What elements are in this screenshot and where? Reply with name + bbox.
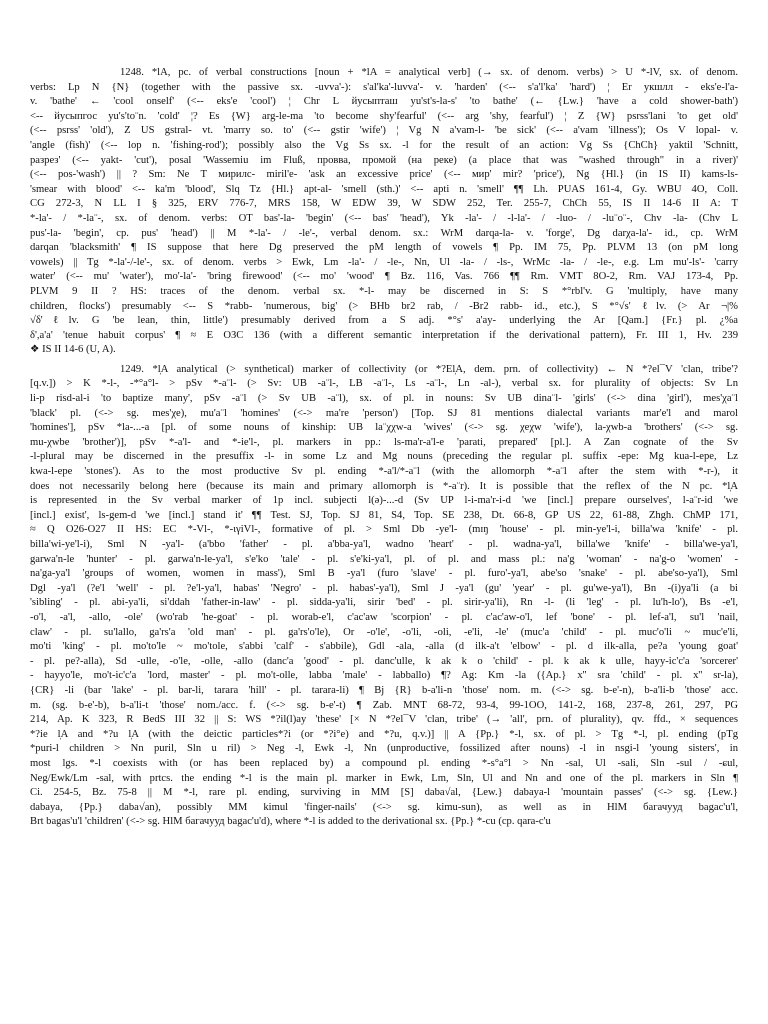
entry-text-line: *-la'- / *-la¨-, sx. of denom. verbs: OT bas'-la- 'begin' (<-- bas' 'head'), Yk -la'- / -l-la'- / -luo- / -lu¨o¨-, Chv -la- (Chv L: [30, 212, 738, 224]
entry-text-line: kwa-l-epe 'stones'). As to the most productive Sv pl. ending *-a'l/*-a¨l (with the allomorph *-a¨l after the stem with *-r-), it: [30, 466, 738, 478]
entry-text-line: ≈ Q O26-O27 II HS: EC *-Vl-, *-ɩγiVl-, formative of pl. > Sml Db -ye'l- (mɪŋ 'house' - pl. min-ye'l-i, billa'wa 'knife' - pl.: [30, 524, 738, 536]
entry-text-line: [q.v.]) > K *-l-, -*°a°l- > pSv *-a¨l- (> Sv: UB -a¨l-, LB -a¨l-, Ls -a¨l-, Ln -al-), verbal sx. for plurality of objects: Sv Ln: [30, 378, 738, 390]
entry-text-line: - hayyo'le, mo't-ic'c'a 'lord, master' - pl. mo't-olle, labba 'male' - labballo) ¶? Ag: Km -la ({Ap.} x'' sra 'child' - pl. x'' sr-la),: [30, 670, 738, 682]
entry-text-line: {CR} -li (bar 'lake' - pl. bar-li, tarara 'hill' - pl. tarara-li) ¶ Bj {R} b-a'li-n 'those' nom. m. (<-> sg. b-e'-n), b-a'li-b 'those' acc.: [30, 684, 738, 696]
entry-text-line: [incl.] exist', ls-gem-d 'we [incl.] stand it' ¶¶ Test. SJ, Top. SJ 81, S4, Top. SE 238, Dt. 66-8, GP US 22, 61-88, Zhgh. ChMP 171,: [30, 509, 738, 521]
entry-text-line: (<-- pos-'wash') || ? Sm: Ne T мирилс- miril'e- 'ask an excessive price' (<-- мир' mir? 'price'), Ng {Hl.} (in IS II) kams-ls-: [30, 169, 738, 181]
entry-text-line: *?ie l̩A and *?u l̩A (with the deictic particles*?i (or *?i°e) and *?u, q.v.)] || A {Pp.} *-l, sx. of pl. > Tg *-l, pl. ending (pTg: [30, 728, 738, 740]
entry-text-line: δ',a'a' 'tenue habuit corpus' ¶ ≈ E OЗC 136 (with a different semantic interpretation if the derivational pattern), Fr. III 1, Hv. 239: [30, 329, 738, 341]
entry-text-line: 'angle (fish)' (<-- lop n. 'fishing-rod'); possibly also the Vg Ss sx. -l for the result of an action: Vg Ss {ChCh} yaktil 'Schnitt,: [30, 139, 738, 151]
entry-text-line: mu-χwbe 'brother')], pSv *-a'l- and *-ie'l-, pl. markers in pp.: ls-ma'r-a'l-e 'parati, prepared' [pl.]. A Zan cognate of the Sv: [30, 436, 738, 448]
entry-text-line: 1248. *lA, pc. of verbal constructions [noun + *lA = analytical verb] (→ sx. of denom. verbs) > U *-lV, sx. of denom.: [120, 67, 738, 78]
entry-1248: [30, 66, 738, 358]
entry-text-line: most lgs. *-l coexists with (or has been replaced by) a compound pl. ending *-s°a°l > Nn -sal, Ul -sali, Sln -sul / -ɕul,: [30, 757, 738, 769]
entry-text-line: 1249. *l̩A analytical (> synthetical) marker of collectivity (or *?El̩A, dem. prn. of collectivity) ← N *?el¯V 'clan, tribe'?: [120, 363, 738, 375]
entry-text-line: <-- йусыпгос yu's'to¨n. 'cold' ¦? Es {W} arg-le-ma 'to become shy'fearful' (<-- arg 'shy, fearful') ¦ Z {W} psrss'lani 'to get old': [30, 110, 738, 122]
entry-text-line: *puri-l children > Nn puril, Sln u ril) > Neg -l, Ewk -l, Nn (unproductive, fossilized after nouns) -l in nsgi-l 'young sisters', in: [30, 743, 738, 755]
entry-text-line: √δ'ℓlv. G 'be lean, thin, little') presumably derived from a S adj. *°s' a'ay- underlying the Ar [Qam.] {Fr.} pl. ¿%a: [30, 315, 738, 327]
entry-text-line: Dgl -ya'l (?e'l 'well' - pl. ?e'l-ya'l, habas' 'Negro' - pl. habas'-ya'l), Sml J -ya'l (gu' 'year' - pl. gu'we-ya'l), Bn -(i)ya'li (a bi: [30, 582, 738, 594]
entry-text-line: -o'l, -a'l, -allo, -ole' (wo'rab 'he-goat' - pl. worab-e'l, c'ac'aw 'scorpion' - pl. c'ac'aw-o'l, lef 'bone' - pl. lef-a'l, su'l 'nail,: [30, 611, 738, 623]
entry-text-line: -l-plural may be discerned in the presuffix -l- in some Lz and Mg nouns (preceding the regular pl. suffix -epe: Mg kua-l-epe, Lz: [30, 451, 738, 463]
entry-text-line: does not necessarily belong here (because its main and primary allomorph is *-a¨r). It is possible that the reflex of the N pc. *l̩A: [30, 480, 738, 492]
entry-text-line: na'ga-ya'l 'groups of women, women in mass'), Sml B -ya'l (furo 'slave' - pl. furo'-ya'l, abe'so 'snake' - pl. abe'so-ya'l), Sml: [30, 568, 738, 580]
entry-text-line: разрез' (<-- yakt- 'cut'), posal 'Wassemiu im Fluß, провва, промой (на реке) (a place that was "washed through" in a river)': [30, 154, 738, 166]
entry-text-line: billa'wi-ye'l-i), Sml N -ya'l- (a'bbo 'father' - pl. a'bba-ya'l, wadno 'heart' - pl. wadna-ya'l, billa'we 'knife' - billa'we-ya'l,: [30, 539, 738, 550]
entry-text-line: dabaya, {Pp.} daba√an), possibly MM kimul 'finger-nails' (<-> sg. kimu-sun), as well as in HlM бaгачууд bagac'u'l,: [30, 801, 738, 813]
entry-text-line: vowels) || Tg *-la'-/-le'-, sx. of denom. verbs > Ewk, Lm -la'- / -le-, Nn, Ul -la- / -ls-, WrMc -la- / -le-, e.g. Lm mu'-ls'- 'carry: [30, 256, 738, 268]
entry-text-line: Ci. 254-5, Bz. 75-8 || M *-l, rare pl. ending, surviving in MM [S] daba√al, {Lew.} dabaya-l 'mountain passes' (<-> sg. {Lew.}: [30, 787, 738, 799]
entry-text-line: 'homines'], pSv *la-...-a [pl. of some nouns of kinship: UB la¨χχw-a 'wives' (<-> sg. χeχw 'wife'), la-χwb-a 'brothers' (<-> sg.: [30, 422, 738, 434]
entry-text-line: PLVM 9 II ? HS: traces of the denom. verbal sx. *-l- may be discerned in S: S *°rbl'v. G 'multiply, have many: [30, 285, 738, 297]
entry-text-line: (<-- psrss' 'old'), Z US gstral- vt. 'marry so. to' (<-- gstir 'wife') ¦ Vg N a'vam-l- 'be sick' (<-- a'vam 'illness'); Os V lopal- v.: [30, 125, 738, 137]
entry-text-line: 214, Ap. K 323, R BedS III 32 || S: WS *?il(l)ay 'these' [× N *?el¯V 'clan, tribe' (→ 'all', prn. of plurality), qv. ffd., × sequences: [30, 714, 738, 726]
entry-text-line: children, flocks') presumably <-- S *rabb- 'numerous, big' (> BHb br2 rab, / -Br2 rabb- id., etc.), S *°√s' ℓlv. (> Ar ¬|%: [30, 300, 738, 312]
entry-text-line: ❖ IS II 14-6 (U, A).: [30, 344, 116, 356]
entry-text-line: claw' - pl. su'lallo, ga'rs'a 'old man' - pl. ga'rs'o'le), Or -o'le', -o'li, -oli, -e'li, -le' (muc'a 'child' - pl. muc'o'li ~ muc'e'li,: [30, 626, 738, 638]
entry-text-line: - pl. pe?-alla), Sd -ulle, -o'le, -olle, -allo (danc'a 'good' - pl. danc'ulle, k ak k o 'child' - pl. k ak k ulle, hayy-ic'c'a 'sorcerer': [30, 655, 738, 667]
entry-text-line: v. 'bathe' ← 'cool onself' (<-- eks'e 'cool') ¦ Chr L йусыпташ yu'st's-la-s' 'to bathe' (← {Lw.} 'have a cold shower-bath'): [30, 96, 738, 108]
entry-1249: [30, 363, 738, 830]
entry-text-line: Brt bagas'u'l 'children' (<-> sg. HlM бaгачууд bagac'u'd), where *-l is added to the derivational sx. {Pp.} *-cu (cp. qara-c'u: [30, 816, 551, 828]
entry-text-line: CG 272-3, N LL I § 325, ERV 776-7, MRS 158, W EDW 39, W SDW 252, Ter. 255-7, ChCh 55, IS II 14-6 II A: T: [30, 198, 738, 210]
entry-text-line: darqan 'blacksmith' ¶ IS suppose that here Dg preserved the pM length of vowels ¶ Pp. IM 75, Pp. PLVM 13 (on pM long: [30, 242, 738, 254]
entry-text-line: is represented in the Sv verbal marker of 1p incl. subjecti l(ə)-...-d (Sv UP l-i-ma'r-i-d 'we [incl.] prepare ourselves', l-a¨r-id 'we: [30, 495, 738, 507]
entry-text-line: garwa'n-le 'hunter' - pl. garwa'n-le-ya'l, s'e'ko 'tale' - pl. s'e'ki-ya'l, pl. of pl. and mass pl.: na'g 'woman' - na'g-o 'women' -: [30, 553, 738, 565]
entry-text-line: li-p risd-al-i 'to baptize many', pSv -a¨l (> Sv UB -a¨l), sx. of pl. in nouns: Sv UB dina¨l- 'girls' (<-> dina 'girl'), mes'χa¨l: [30, 393, 738, 405]
entry-text-line: water' (<-- mu' 'water'), mo'-la'- 'bring firewood' (<-- mo' 'wood' ¶ Bz. 116, Vas. 766 ¶¶ Rm. VMT 8O-2, Rm. VAJ 173-4, Pp.: [30, 271, 738, 283]
entry-text-line: 'black' pl. (<-> sg. mes'χe), mu'a¨l 'homines' (<-> ma're 'person') [Top. SJ 81 mentions dialectal variants mar'e'l and marol: [30, 407, 738, 419]
entry-text-line: 'smear with blood' <-- ka'm 'blood', Slq Tz {Hl.} apt-al- 'smell (sth.)' <-- apti n. 'smell' ¶¶ Lh. PUAS 161-4, Gy. WBU 4O, Coll.: [30, 183, 738, 195]
entry-text-line: m. (sg. b-e'-b), b-a'li-t 'those' nom./acc. f. (<-> sg. b-e'-t) ¶ Zab. MNT 68-72, 93-4, 99-1OO, 141-2, 168, 237-8, 261, 297, PG: [30, 699, 738, 711]
entry-text-line: mo'ti 'king' - pl. mo'to'le ~ mo'tole, s'abbi 'calf' - s'abbile), Gdl -ala, -alla (d ilk-a't 'elbow' - pl. d ilk-alla, pe?a 'young goat': [30, 641, 738, 653]
entry-text-line: 'sibling' - pl. abi-ya'li, si'ddah 'father-in-law' - pl. sidda-ya'li, sirir 'bed' - pl. sirir-ya'li), Rn -l- (li 'leg' - pl. lu'h-lo'), Bs -e'l,: [30, 597, 738, 609]
entry-text-line: Neg/Ewk/Lm -sal, with prtcs. the ending *-l is the main pl. marker in Ewk, Lm, Sln, Ul and Nn and one of the pl. markers in Sln ¶: [30, 772, 738, 784]
entry-text-line: verbs: Lp N {N} (together with the passive sx. -uvva'-): s'al'ka'-luvva'- v. 'harden' (<-- s'a'l'ka' 'hard') ¦ Er yкшлл - eks'e-l'a-: [30, 81, 738, 93]
entry-text-line: pus'-la- 'begin', cp. pus' 'head') || M *-la'- / -le'-, verbal denom. sx.: WrM darqa-la- v. 'forge', Dg darχa-la'- id., cp. WrM: [30, 227, 738, 239]
